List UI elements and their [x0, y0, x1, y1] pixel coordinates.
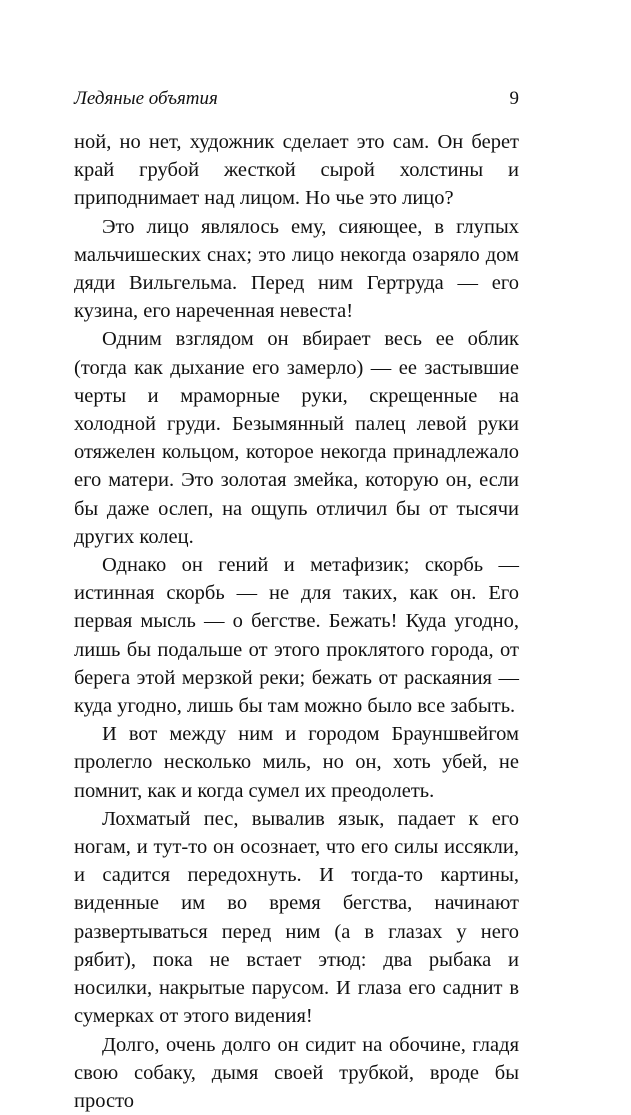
- page-number: 9: [510, 86, 520, 112]
- paragraph-6: Лохматый пес, вывалив язык, падает к его ногам, и тут-то он осознает, что его силы иссякли, и садится передохнуть. И тогда-то картины, виденные им во время бегства, начинают развертываться перед ним (а в глазах у него рябит), пока не встает этюд: два рыбака и носилки, накрытые парусом. И глаза его саднит в сумерках от этого видения!: [74, 805, 519, 1031]
- paragraph-3: Одним взглядом он вбирает весь ее облик (тогда как дыхание его замерло) — ее застывшие черты и мраморные руки, скрещенные на холодной груди. Безымянный палец левой руки отяжелен кольцом, которое некогда принадлежало его матери. Это золотая змейка, которую он, если бы даже ослеп, на ощупь отличил бы от тысячи других колец.: [74, 325, 519, 551]
- paragraph-4: Однако он гений и метафизик; скорбь — истинная скорбь — не для таких, как он. Его первая мысль — о бегстве. Бежать! Куда угодно, лишь бы подальше от этого проклятого города, от берега этой мерзкой реки; бежать от раскаяния — куда угодно, лишь бы там можно было все забыть.: [74, 551, 519, 720]
- paragraph-1: ной, но нет, художник сделает это сам. Он берет край грубой жесткой сырой холстины и приподнимает над лицом. Но чье это лицо?: [74, 128, 519, 213]
- running-header: [74, 86, 519, 112]
- running-title: Ледяные объятия: [74, 86, 218, 112]
- paragraph-2: Это лицо являлось ему, сияющее, в глупых мальчишеских снах; это лицо некогда озаряло дом дяди Вильгельма. Перед ним Гертруда — его кузина, его нареченная невеста!: [74, 213, 519, 326]
- body-text: [74, 128, 519, 1115]
- paragraph-5: И вот между ним и городом Брауншвейгом пролегло несколько миль, но он, хоть убей, не помнит, как и когда сумел их преодолеть.: [74, 720, 519, 805]
- paragraph-7: Долго, очень долго он сидит на обочине, гладя свою собаку, дымя своей трубкой, вроде бы просто: [74, 1031, 519, 1115]
